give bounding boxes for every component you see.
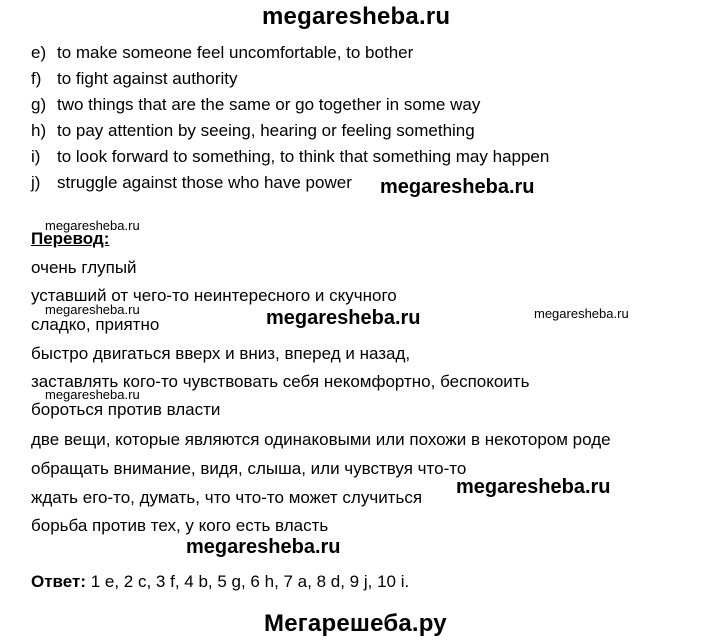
- definition-letter: e): [31, 43, 47, 62]
- definition-letter: j): [31, 173, 41, 192]
- watermark-after-j[interactable]: megaresheba.ru: [380, 176, 535, 198]
- definition-item-f: [31, 69, 238, 89]
- watermark-small-left[interactable]: megaresheba.ru: [45, 218, 140, 233]
- translation-line: очень глупый: [31, 258, 137, 277]
- definition-text: to look forward to something, to think that something may happen: [57, 147, 550, 166]
- watermark-small-right[interactable]: megaresheba.ru: [534, 306, 629, 321]
- translation-line: борьба против тех, у кого есть власть: [31, 516, 329, 535]
- definition-letter: g): [31, 95, 47, 114]
- definition-item-h: [31, 121, 475, 141]
- definition-text: to fight against authority: [57, 69, 238, 88]
- translation-line: ждать его-то, думать, что что-то может случиться: [31, 488, 423, 507]
- translation-line: бороться против власти: [31, 400, 221, 419]
- watermark-small-left-3[interactable]: megaresheba.ru: [45, 387, 140, 402]
- answer-label: Ответ:: [31, 572, 86, 591]
- translation-heading: Перевод:: [31, 229, 110, 248]
- watermark-right-lower[interactable]: megaresheba.ru: [456, 476, 611, 498]
- definition-item-g: [31, 95, 480, 115]
- translation-line: уставший от чего-то неинтересного и скучного: [31, 286, 397, 305]
- translation-line: сладко, приятно: [31, 315, 160, 334]
- definition-item-e: [31, 43, 413, 63]
- translation-line: заставлять кого-то чувствовать себя некомфортно, беспокоить: [31, 372, 530, 391]
- watermark-center-mid[interactable]: megaresheba.ru: [266, 307, 421, 329]
- watermark-footer[interactable]: Мегарешеба.ру: [264, 610, 447, 637]
- answer-line: [31, 572, 409, 592]
- translation-line: быстро двигаться вверх и вниз, вперед и назад,: [31, 344, 411, 363]
- answer-text: 1 e, 2 c, 3 f, 4 b, 5 g, 6 h, 7 a, 8 d, 9 j, 10 i.: [86, 572, 410, 591]
- definition-text: two things that are the same or go together in some way: [57, 95, 481, 114]
- translation-line: обращать внимание, видя, слыша, или чувствуя что-то: [31, 459, 467, 478]
- definition-letter: f): [31, 69, 42, 88]
- watermark-top[interactable]: megaresheba.ru: [262, 3, 451, 30]
- definition-item-j: [31, 173, 352, 193]
- watermark-bottom-center[interactable]: megaresheba.ru: [186, 536, 341, 558]
- definition-text: to pay attention by seeing, hearing or feeling something: [57, 121, 475, 140]
- definition-letter: i): [31, 147, 41, 166]
- definition-text: struggle against those who have power: [57, 173, 352, 192]
- watermark-small-left-2[interactable]: megaresheba.ru: [45, 302, 140, 317]
- definition-letter: h): [31, 121, 47, 140]
- translation-line: две вещи, которые являются одинаковыми или похожи в некотором роде: [31, 430, 611, 449]
- definition-text: to make someone feel uncomfortable, to bother: [57, 43, 414, 62]
- definition-item-i: [31, 147, 549, 167]
